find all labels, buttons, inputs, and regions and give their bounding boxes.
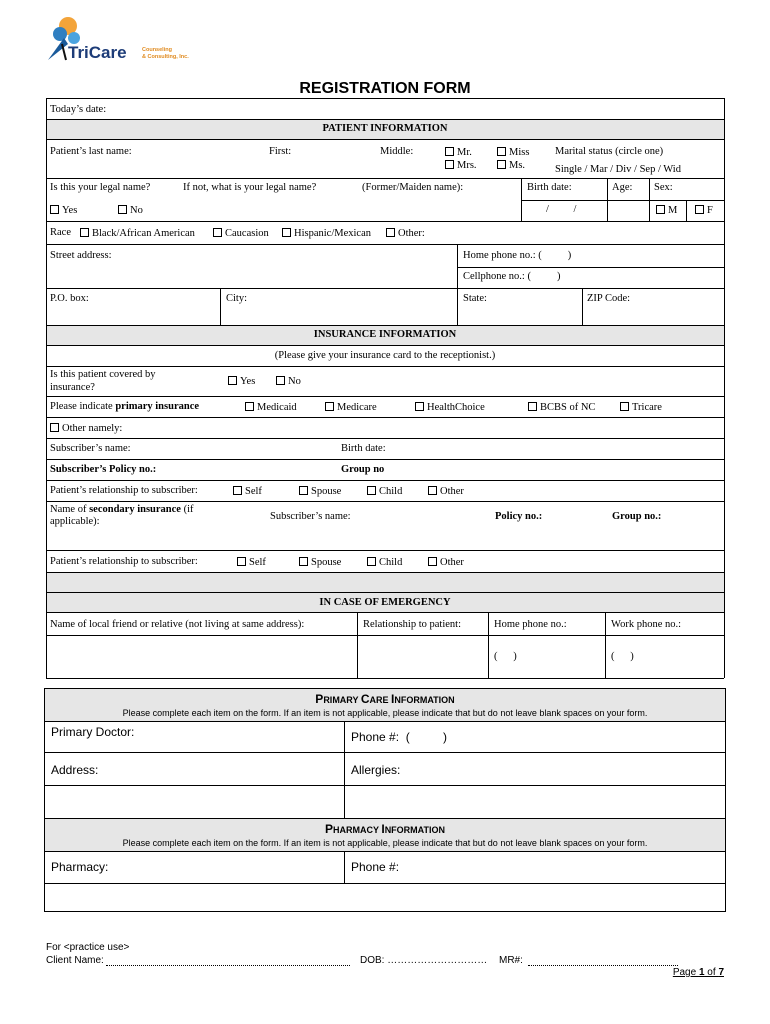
legal-name-question: Is this your legal name? — [50, 182, 151, 193]
rel-other-option[interactable]: Other — [428, 486, 464, 498]
rel-spouse-option[interactable]: Spouse — [299, 486, 341, 498]
state-label: State: — [463, 293, 487, 304]
patient-info-header: PATIENT INFORMATION — [322, 123, 448, 134]
title-ms-option[interactable]: Ms. — [497, 160, 525, 172]
sex-f-option[interactable]: F — [695, 205, 713, 217]
rel-child-option[interactable]: Child — [367, 486, 402, 498]
insurance-spacer-bar — [46, 572, 724, 592]
emergency-home-phone-paren: ( ) — [494, 651, 517, 662]
marital-status-options[interactable]: Single / Mar / Div / Sep / Wid — [555, 164, 681, 175]
checkbox-icon — [299, 557, 308, 566]
legal-name-if-not: If not, what is your legal name? — [183, 182, 317, 193]
race-hispanic-option[interactable]: Hispanic/Mexican — [282, 228, 371, 240]
address-label: Address: — [51, 763, 99, 777]
logo-tagline-1: Counseling — [142, 47, 172, 53]
primary-insurance-label: Please indicate primary insurance — [50, 401, 200, 412]
emergency-work-phone-paren: ( ) — [611, 651, 634, 662]
checkbox-icon — [386, 228, 395, 237]
cellphone-label: Cellphone no.: ( ) — [463, 271, 561, 282]
mr-line[interactable] — [528, 965, 678, 966]
checkbox-icon — [428, 557, 437, 566]
city-label: City: — [226, 293, 248, 304]
secondary-group-label: Group no.: — [612, 511, 662, 522]
subscriber-policy-label: Subscriber’s Policy no.: — [50, 464, 157, 475]
secondary-subscriber-label: Subscriber’s name: — [270, 511, 351, 522]
client-name-line[interactable] — [106, 965, 350, 966]
medicare-option[interactable]: Medicare — [325, 402, 377, 414]
emergency-header: IN CASE OF EMERGENCY — [319, 597, 451, 608]
relationship-label: Patient’s relationship to subscriber: — [50, 485, 198, 496]
legal-yes-option[interactable]: Yes — [50, 205, 77, 217]
checkbox-icon — [233, 486, 242, 495]
secondary-insurance-label: Name of secondary insurance (if — [50, 504, 194, 515]
logo — [44, 14, 189, 66]
rel2-other-option[interactable]: Other — [428, 557, 464, 569]
checkbox-icon — [118, 205, 127, 214]
mr-label: MR#: — [499, 955, 523, 966]
subscriber-birth-date-label: Birth date: — [341, 443, 386, 454]
po-box-label: P.O. box: — [50, 293, 89, 304]
checkbox-icon — [367, 557, 376, 566]
birth-date-label: Birth date: — [527, 182, 572, 193]
rel2-child-option[interactable]: Child — [367, 557, 402, 569]
race-other-option[interactable]: Other: — [386, 228, 425, 240]
dob-label: DOB: ………………………… — [360, 955, 488, 966]
legal-no-option[interactable]: No — [118, 205, 143, 217]
primary-care-note: Please complete each item on the form. If an item is not applicable, please indicate that but do not leave blank spaces on your form. — [122, 708, 648, 718]
bcbs-option[interactable]: BCBS of NC — [528, 402, 595, 414]
birth-date-slashes: / / — [546, 204, 577, 215]
allergies-label: Allergies: — [351, 763, 401, 777]
rel2-spouse-option[interactable]: Spouse — [299, 557, 341, 569]
checkbox-icon — [445, 160, 454, 169]
emergency-work-phone-label: Work phone no.: — [611, 619, 682, 630]
checkbox-icon — [656, 205, 665, 214]
checkbox-icon — [325, 402, 334, 411]
medicaid-option[interactable]: Medicaid — [245, 402, 297, 414]
checkbox-icon — [50, 205, 59, 214]
checkbox-icon — [497, 160, 506, 169]
sex-label: Sex: — [654, 182, 673, 193]
checkbox-icon — [415, 402, 424, 411]
pharmacy-label: Pharmacy: — [51, 860, 109, 874]
covered-yes-option[interactable]: Yes — [228, 376, 255, 388]
other-namely-option[interactable]: Other namely: — [50, 423, 122, 435]
rel2-self-option[interactable]: Self — [237, 557, 266, 569]
checkbox-icon — [245, 402, 254, 411]
checkbox-icon — [237, 557, 246, 566]
checkbox-icon — [428, 486, 437, 495]
page-number: Page 1 of 7 — [672, 967, 724, 978]
pharmacy-note: Please complete each item on the form. If an item is not applicable, please indicate that but do not leave blank spaces on your form. — [122, 838, 648, 848]
first-name-label: First: — [269, 146, 292, 157]
pharmacy-header: PHARMACY INFORMATION — [324, 822, 446, 836]
secondary-applicable-label: applicable): — [50, 516, 100, 527]
emergency-name-label: Name of local friend or relative (not living at same address): — [50, 619, 305, 630]
checkbox-icon — [228, 376, 237, 385]
emergency-home-phone-label: Home phone no.: — [494, 619, 567, 630]
insurance-info-header: INSURANCE INFORMATION — [313, 329, 457, 340]
marital-status-label: Marital status (circle one) — [555, 146, 664, 157]
insurance-note: (Please give your insurance card to the receptionist.) — [274, 350, 496, 361]
sex-m-option[interactable]: M — [656, 205, 677, 217]
emergency-relationship-label: Relationship to patient: — [363, 619, 461, 630]
covered-question-2: insurance? — [50, 382, 95, 393]
checkbox-icon — [497, 147, 506, 156]
title-mrs-option[interactable]: Mrs. — [445, 160, 477, 172]
home-phone-label: Home phone no.: ( ) — [463, 250, 572, 261]
checkbox-icon — [528, 402, 537, 411]
primary-doctor-label: Primary Doctor: — [51, 725, 135, 739]
healthchoice-option[interactable]: HealthChoice — [415, 402, 485, 414]
street-address-label: Street address: — [50, 250, 112, 261]
pharmacy-phone-label: Phone #: — [351, 860, 400, 874]
middle-name-label: Middle: — [380, 146, 414, 157]
subscriber-name-label: Subscriber’s name: — [50, 443, 131, 454]
logo-tagline-2: & Consulting, Inc. — [142, 54, 189, 60]
checkbox-icon — [620, 402, 629, 411]
former-name-label: (Former/Maiden name): — [362, 182, 464, 193]
page-title: REGISTRATION FORM — [299, 80, 471, 97]
relationship-label-2: Patient’s relationship to subscriber: — [50, 556, 198, 567]
checkbox-icon — [367, 486, 376, 495]
checkbox-icon — [213, 228, 222, 237]
race-caucasian-option[interactable]: Caucasion — [213, 228, 269, 240]
practice-use-label: For <practice use> — [46, 942, 130, 953]
checkbox-icon — [282, 228, 291, 237]
zip-label: ZIP Code: — [587, 293, 631, 304]
race-black-option[interactable]: Black/African American — [80, 228, 195, 240]
checkbox-icon — [276, 376, 285, 385]
checkbox-icon — [80, 228, 89, 237]
secondary-policy-label: Policy no.: — [495, 511, 543, 522]
title-mr-option[interactable]: Mr. — [445, 147, 472, 159]
todays-date-label: Today’s date: — [50, 104, 107, 115]
checkbox-icon — [299, 486, 308, 495]
covered-no-option[interactable]: No — [276, 376, 301, 388]
last-name-label: Patient’s last name: — [50, 146, 132, 157]
checkbox-icon — [445, 147, 454, 156]
logo-name: TriCare — [68, 43, 127, 62]
primary-care-header: PRIMARY CARE INFORMATION — [315, 692, 455, 706]
client-name-label: Client Name: — [46, 955, 104, 966]
checkbox-icon — [695, 205, 704, 214]
race-label: Race — [50, 227, 71, 238]
group-no-label: Group no — [341, 464, 385, 475]
covered-question-1: Is this patient covered by — [50, 369, 156, 380]
rel-self-option[interactable]: Self — [233, 486, 262, 498]
title-miss-option[interactable]: Miss — [497, 147, 529, 159]
age-label: Age: — [612, 182, 633, 193]
checkbox-icon — [50, 423, 59, 432]
tricare-option[interactable]: Tricare — [620, 402, 662, 414]
primary-phone-label: Phone #: ( ) — [351, 730, 448, 744]
